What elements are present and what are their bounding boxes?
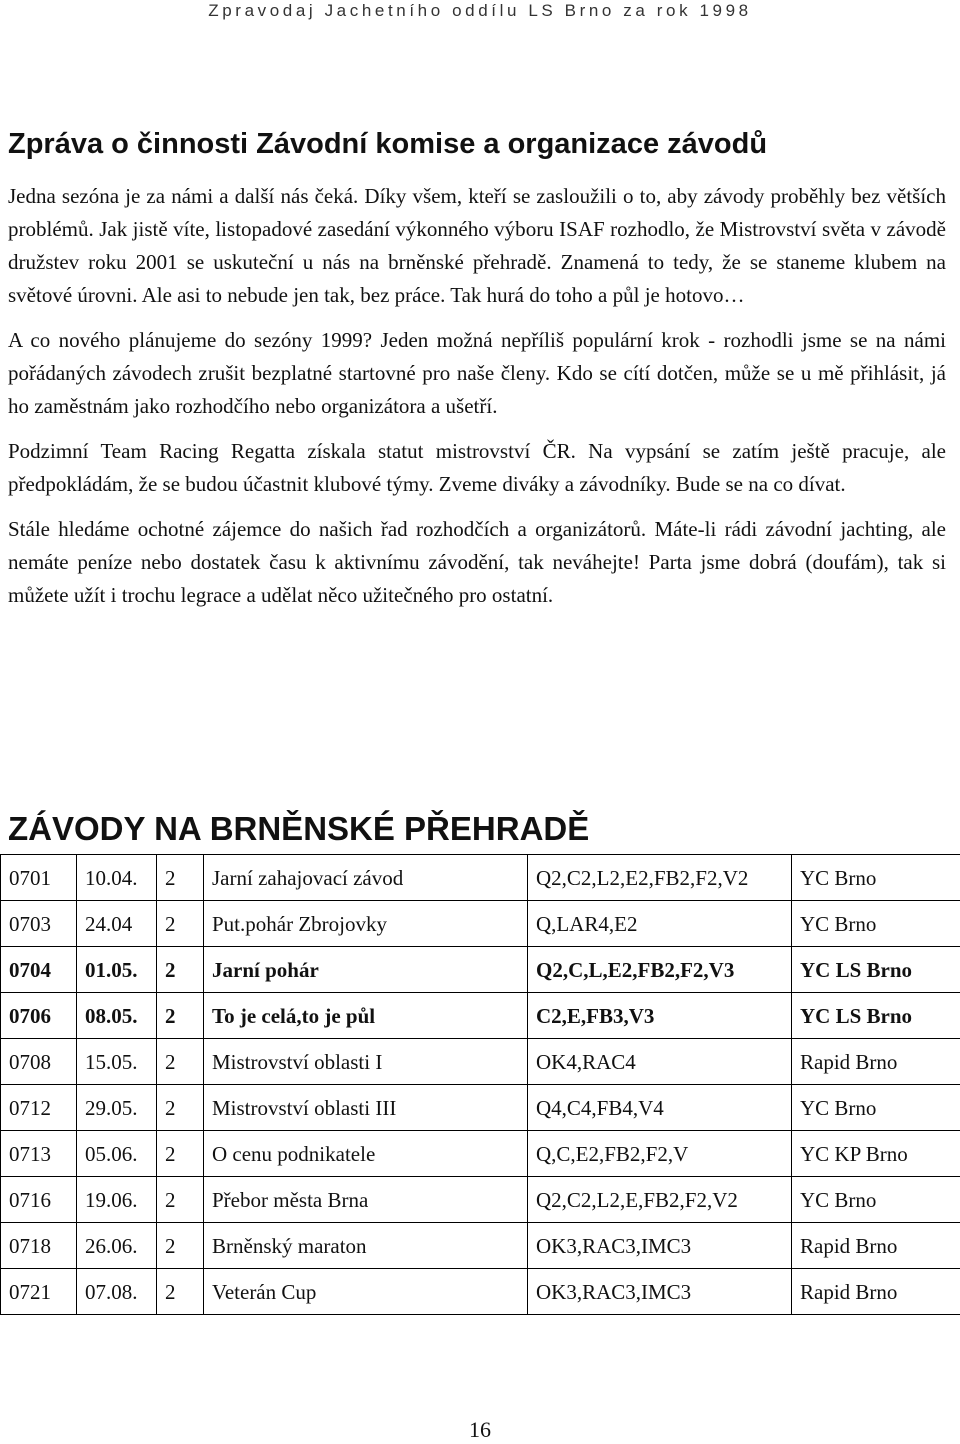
race-code: 0706 <box>1 993 77 1039</box>
race-date: 15.05. <box>77 1039 157 1085</box>
page-number: 16 <box>469 1417 491 1442</box>
race-days: 2 <box>157 855 204 901</box>
race-organizer: YC KP Brno <box>792 1131 960 1177</box>
table-row <box>1 1269 960 1315</box>
race-classes: OK3,RAC3,IMC3 <box>528 1269 792 1315</box>
race-classes: Q2,C2,L2,E2,FB2,F2,V2 <box>528 855 792 901</box>
race-classes: C2,E,FB3,V3 <box>528 993 792 1039</box>
race-classes: Q,LAR4,E2 <box>528 901 792 947</box>
race-classes: OK4,RAC4 <box>528 1039 792 1085</box>
body-text <box>8 180 946 624</box>
race-name: Put.pohár Zbrojovky <box>204 901 528 947</box>
race-days: 2 <box>157 1223 204 1269</box>
race-code: 0718 <box>1 1223 77 1269</box>
race-organizer: YC Brno <box>792 1177 960 1223</box>
table-row <box>1 855 960 901</box>
table-row <box>1 1177 960 1223</box>
race-days: 2 <box>157 1177 204 1223</box>
race-date: 01.05. <box>77 947 157 993</box>
race-days: 2 <box>157 1039 204 1085</box>
race-name: Mistrovství oblasti III <box>204 1085 528 1131</box>
race-name: Mistrovství oblasti I <box>204 1039 528 1085</box>
race-code: 0704 <box>1 947 77 993</box>
race-organizer: YC Brno <box>792 855 960 901</box>
race-name: Přebor města Brna <box>204 1177 528 1223</box>
race-date: 26.06. <box>77 1223 157 1269</box>
race-organizer: YC LS Brno <box>792 947 960 993</box>
race-name: O cenu podnikatele <box>204 1131 528 1177</box>
race-organizer: Rapid Brno <box>792 1223 960 1269</box>
race-code: 0712 <box>1 1085 77 1131</box>
table-row <box>1 1223 960 1269</box>
race-code: 0716 <box>1 1177 77 1223</box>
race-date: 05.06. <box>77 1131 157 1177</box>
races-table <box>0 854 960 1315</box>
race-days: 2 <box>157 947 204 993</box>
table-row <box>1 1085 960 1131</box>
race-code: 0721 <box>1 1269 77 1315</box>
race-code: 0708 <box>1 1039 77 1085</box>
race-date: 24.04 <box>77 901 157 947</box>
race-days: 2 <box>157 1131 204 1177</box>
paragraph: A co nového plánujeme do sezóny 1999? Jeden možná nepříliš populární krok - rozhodli jsme se na námi pořádaných závodech zrušit bezplatné startovné pro naše členy. Kdo se cítí dotčen, může se u mě přihlásit, já ho zaměstnám jako rozhodčího nebo organizátora a ušetří. <box>8 328 946 418</box>
race-date: 08.05. <box>77 993 157 1039</box>
paragraph: Stále hledáme ochotné zájemce do našich řad rozhodčích a organizátorů. Máte-li rádi závodní jachting, ale nemáte peníze nebo dostatek času k aktivnímu závodění, tak neváhejte! Parta jsme dobrá (doufám), tak si můžete užít i trochu legrace a udělat něco užitečného pro ostatní. <box>8 517 946 607</box>
race-date: 19.06. <box>77 1177 157 1223</box>
running-header: Zpravodaj Jachetního oddílu LS Brno za rok 1998 <box>208 1 752 20</box>
race-organizer: YC LS Brno <box>792 993 960 1039</box>
race-code: 0701 <box>1 855 77 901</box>
table-row <box>1 993 960 1039</box>
race-classes: Q,C,E2,FB2,F2,V <box>528 1131 792 1177</box>
race-organizer: YC Brno <box>792 1085 960 1131</box>
paragraph: Jedna sezóna je za námi a další nás čeká. Díky všem, kteří se zasloužili o to, aby závody proběhly bez větších problémů. Jak jistě víte, listopadové zasedání výkonného výboru ISAF rozhodlo, že Mistrovství světa v závodě družstev roku 2001 se uskuteční u nás na brněnské přehradě. Znamená to tedy, že se staneme klubem na světové úrovni. Ale asi to nebude jen tak, bez práce. Tak hurá do toho a půl je hotovo… <box>8 184 946 307</box>
race-classes: OK3,RAC3,IMC3 <box>528 1223 792 1269</box>
table-row <box>1 1039 960 1085</box>
race-name: Jarní zahajovací závod <box>204 855 528 901</box>
race-classes: Q2,C,L,E2,FB2,F2,V3 <box>528 947 792 993</box>
races-heading: ZÁVODY NA BRNĚNSKÉ PŘEHRADĚ <box>8 810 590 847</box>
race-name: To je celá,to je půl <box>204 993 528 1039</box>
table-row <box>1 901 960 947</box>
race-days: 2 <box>157 1269 204 1315</box>
section-title: Zpráva o činnosti Závodní komise a organizace závodů <box>8 128 768 160</box>
race-code: 0703 <box>1 901 77 947</box>
race-organizer: Rapid Brno <box>792 1039 960 1085</box>
race-name: Veterán Cup <box>204 1269 528 1315</box>
race-code: 0713 <box>1 1131 77 1177</box>
race-date: 29.05. <box>77 1085 157 1131</box>
race-classes: Q2,C2,L2,E,FB2,F2,V2 <box>528 1177 792 1223</box>
paragraph: Podzimní Team Racing Regatta získala statut mistrovství ČR. Na vypsání se zatím ještě pracuje, ale předpokládám, že se budou účastnit klubové týmy. Zveme diváky a závodníky. Bude se na co dívat. <box>8 439 946 496</box>
table-row <box>1 947 960 993</box>
table-row <box>1 1131 960 1177</box>
race-classes: Q4,C4,FB4,V4 <box>528 1085 792 1131</box>
race-days: 2 <box>157 993 204 1039</box>
race-date: 10.04. <box>77 855 157 901</box>
race-days: 2 <box>157 1085 204 1131</box>
race-name: Brněnský maraton <box>204 1223 528 1269</box>
race-date: 07.08. <box>77 1269 157 1315</box>
race-organizer: Rapid Brno <box>792 1269 960 1315</box>
race-organizer: YC Brno <box>792 901 960 947</box>
race-name: Jarní pohár <box>204 947 528 993</box>
race-days: 2 <box>157 901 204 947</box>
